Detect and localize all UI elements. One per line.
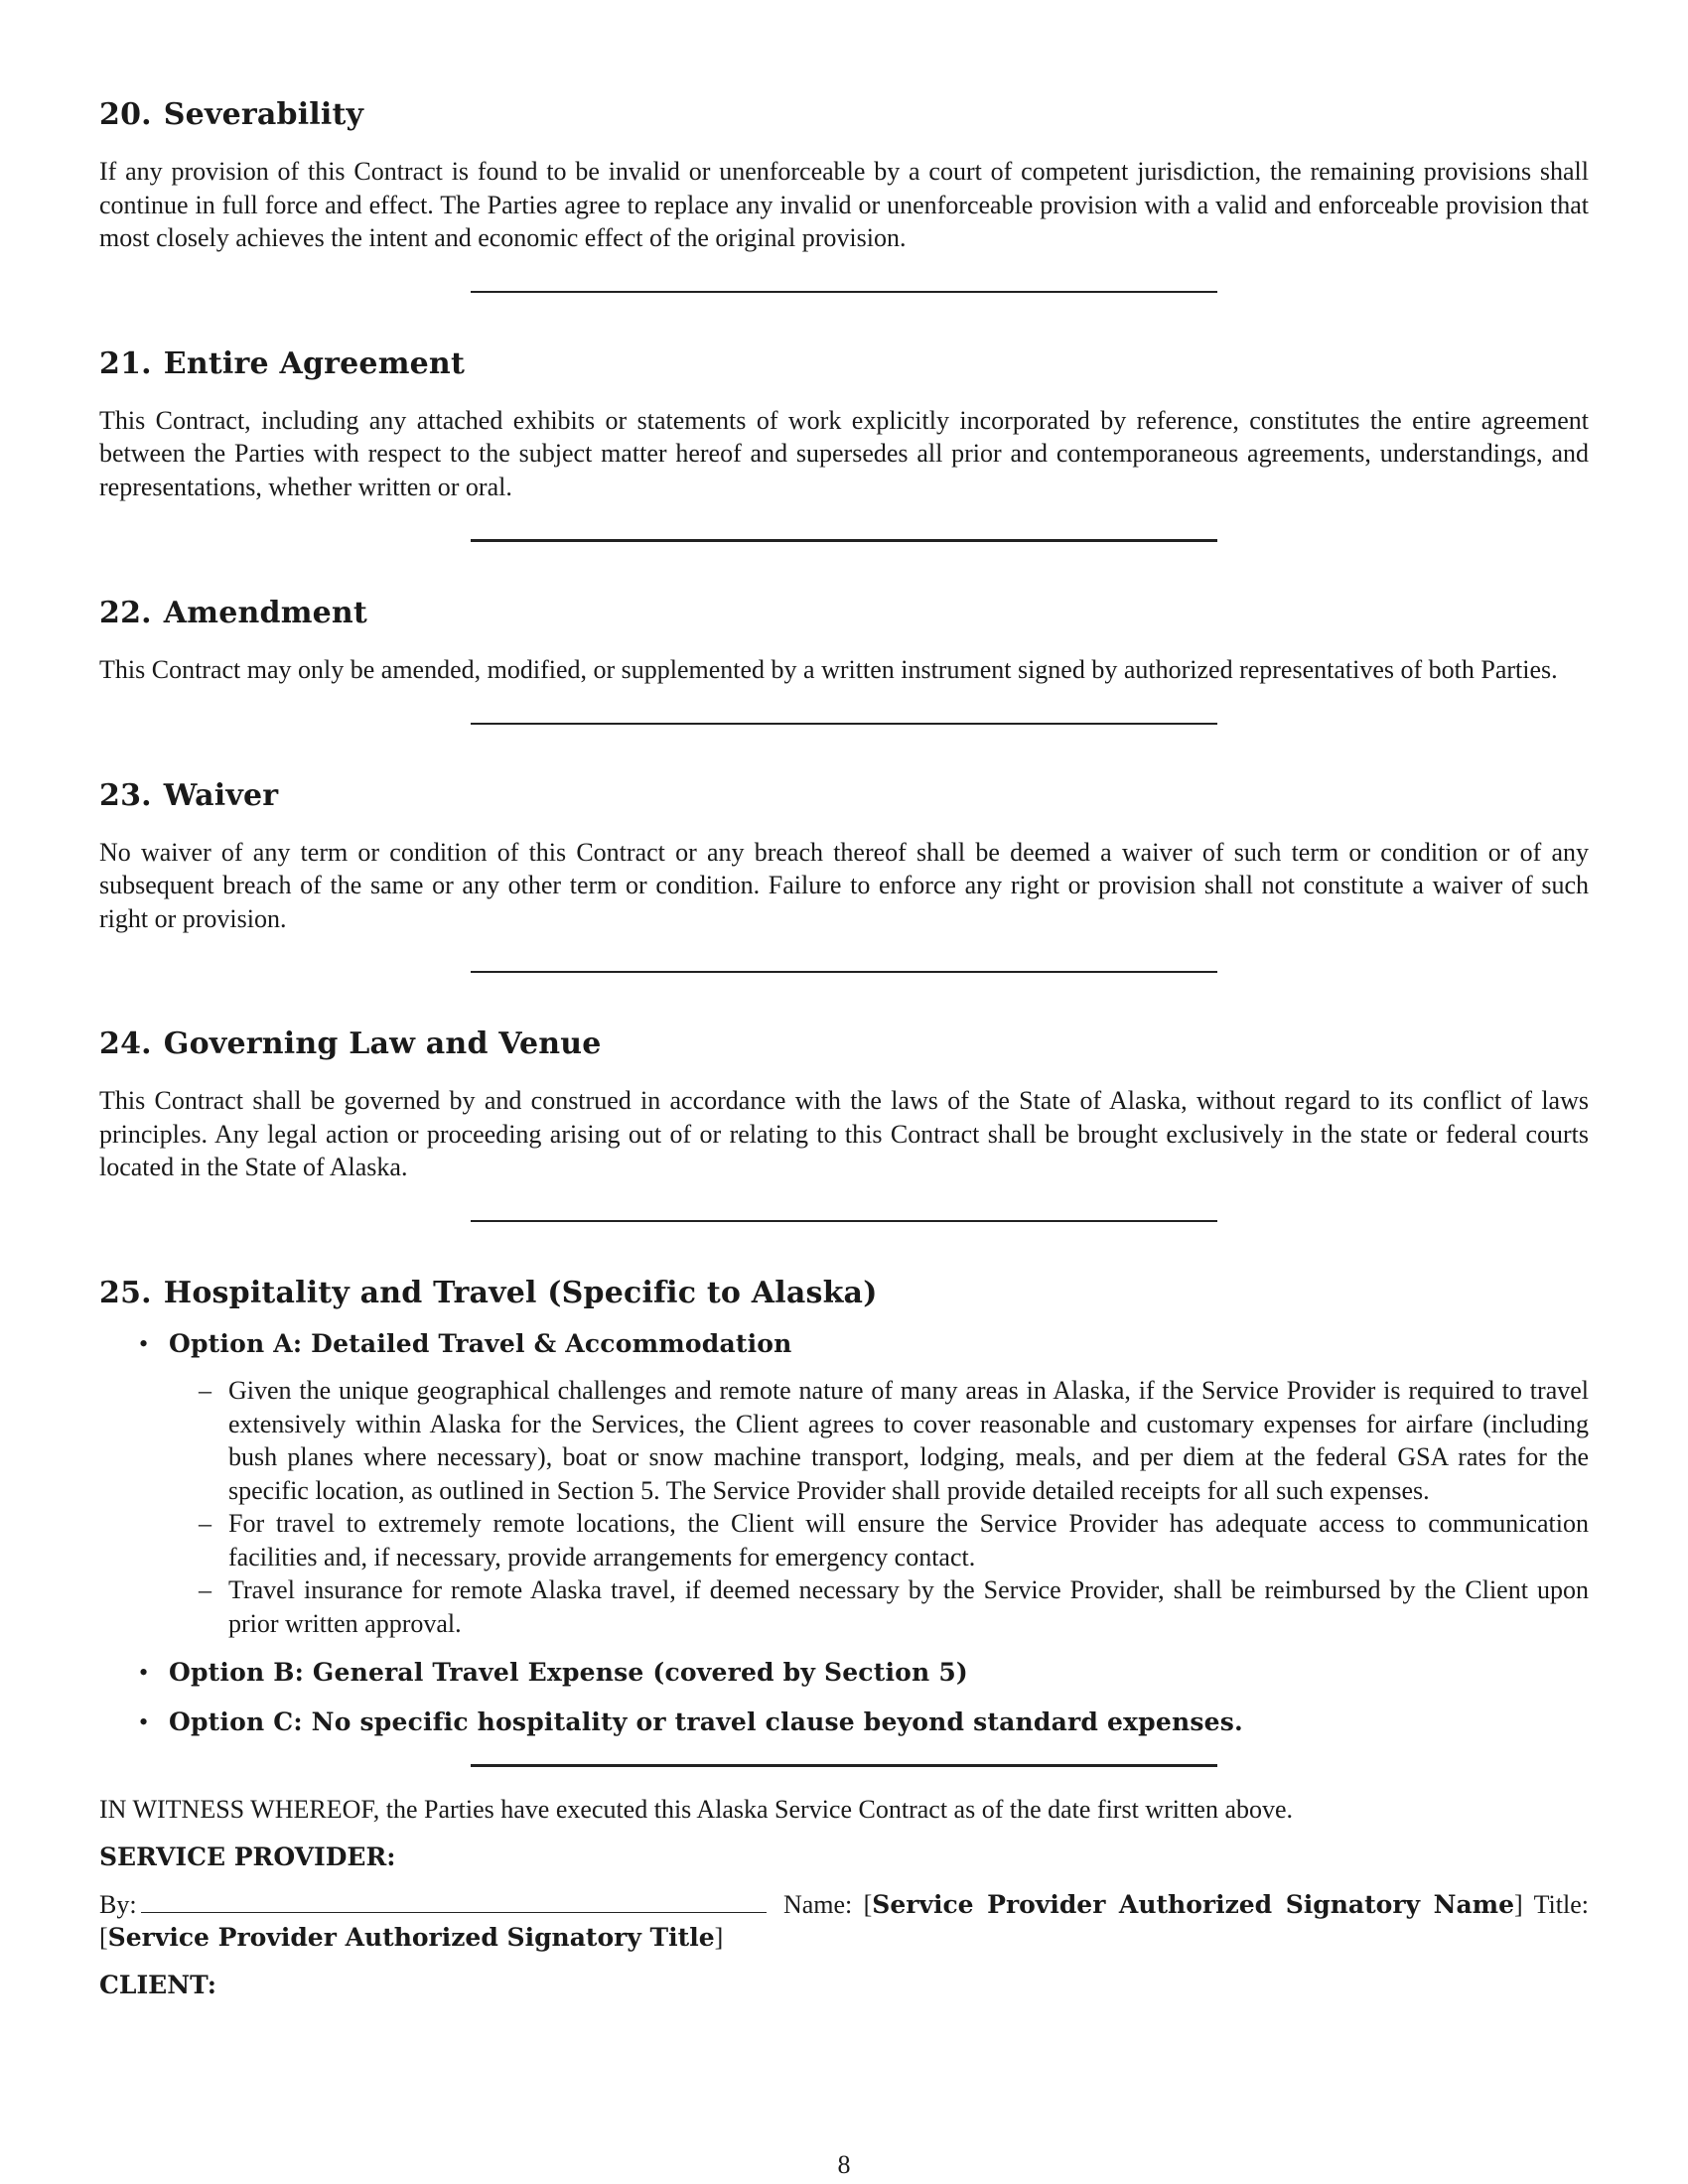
option-label: Option C: No specific hospitality or travel clause beyond standard expenses. [169, 1706, 1243, 1736]
section-title: Governing Law and Venue [163, 1026, 602, 1061]
section-title: Amendment [163, 596, 367, 630]
section-text: If any provision of this Contract is found to be invalid or unenforceable by a court of competent jurisdiction, the remaining provisions shall continue in full force and effect. The Parties agree to replace any invalid or unenforceable provision with a valid and enforceable provision that most closely achieves the intent and economic effect of the original provision. [99, 157, 1589, 252]
signatory-title: Service Provider Authorized Signatory Title [107, 1923, 715, 1952]
section-text: This Contract shall be governed by and construed in accordance with the laws of the State of Alaska, without regard to its conflict of laws principles. Any legal action or proceeding arising out of or relating to this Contract shall be brought exclusively in the state or federal courts located in the State of Alaska. [99, 1086, 1589, 1181]
name-label: Name: [782, 1889, 853, 1919]
service-provider-heading: SERVICE PROVIDER: [99, 1842, 396, 1871]
options-list [99, 1327, 1589, 1739]
section-title: Hospitality and Travel (Specific to Alaska) [163, 1275, 878, 1310]
section-title: Severability [163, 97, 364, 132]
by-label: By: [99, 1889, 137, 1919]
list-item [169, 1573, 1589, 1640]
contract-page [99, 95, 1589, 2016]
section-number: 24. [99, 1026, 152, 1061]
list-item-text: Given the unique geographical challenges and remote nature of many areas in Alaska, if the Service Provider is required to travel extensively within Alaska for the Services, the Client agrees to cover reasonable and customary expenses for airfare (including bush planes where necessary), boat or snow machine transport, lodging, meals, and per diem at the federal GSA rates for the specific location, as outlined in Section 5. The Service Provider shall provide detailed receipts for all such expenses. [228, 1376, 1589, 1505]
list-item [169, 1507, 1589, 1573]
section-number: 23. [99, 777, 152, 813]
client-heading: CLIENT: [99, 1970, 217, 1999]
option-a [99, 1327, 1589, 1641]
signature-line[interactable] [141, 1888, 767, 1913]
list-item-text: Travel insurance for remote Alaska travel, if deemed necessary by the Service Provider, shall be reimbursed by the Client upon prior written approval. [228, 1575, 1589, 1638]
section-number: 22. [99, 596, 152, 630]
section-heading [99, 95, 1589, 135]
section-heading [99, 1024, 1589, 1064]
title-label: Title: [1533, 1889, 1589, 1919]
service-provider-signature-block: By: Name: [Service Provider Authorized Signatory Name] Title: [Service Provider Authorized Signatory Title] [99, 1889, 1589, 1952]
section-25 [99, 1274, 1589, 1739]
section-22 [99, 594, 1589, 687]
section-24 [99, 1024, 1589, 1184]
witness-statement: IN WITNESS WHEREOF, the Parties have executed this Alaska Service Contract as of the date first written above. [99, 1795, 1294, 1824]
option-label: Option B: General Travel Expense (covered by Section 5) [169, 1658, 968, 1687]
dash: – [199, 1376, 211, 1405]
section-heading [99, 344, 1589, 384]
section-text: This Contract may only be amended, modified, or supplemented by a written instrument signed by authorized representatives of both Parties. [99, 655, 1558, 684]
section-title: Waiver [163, 777, 279, 813]
section-divider [471, 1220, 1217, 1222]
list-item [169, 1374, 1589, 1507]
option-a-items [169, 1374, 1589, 1640]
section-heading [99, 776, 1589, 816]
section-20 [99, 95, 1589, 255]
option-label: Option A: Detailed Travel & Accommodation [169, 1328, 792, 1358]
list-item-text: For travel to extremely remote locations, the Client will ensure the Service Provider has adequate access to communication facilities and, if necessary, provide arrangements for emergency contact. [228, 1509, 1589, 1571]
option-c [99, 1706, 1589, 1739]
option-b [99, 1656, 1589, 1690]
section-number: 20. [99, 97, 152, 132]
section-text: This Contract, including any attached exhibits or statements of work explicitly incorporated by reference, constitutes the entire agreement between the Parties with respect to the subject matter hereof and supersedes all prior and contemporaneous agreements, understandings, and representations, whether written or oral. [99, 405, 1589, 501]
signatory-name: Service Provider Authorized Signatory Name [872, 1889, 1515, 1919]
page-number: 8 [837, 2150, 851, 2179]
dash: – [199, 1575, 211, 1604]
dash: – [199, 1509, 211, 1538]
bullet: • [139, 1706, 149, 1736]
bullet: • [139, 1658, 149, 1687]
section-number: 21. [99, 345, 152, 381]
section-divider [471, 291, 1217, 293]
section-heading [99, 1274, 1589, 1313]
section-21 [99, 344, 1589, 504]
section-text: No waiver of any term or condition of this Contract or any breach thereof shall be deemed a waiver of such term or condition or of any subsequent breach of the same or any other term or condition. Failure to enforce any right or provision shall not constitute a waiver of such right or provision. [99, 837, 1589, 933]
section-divider [471, 539, 1217, 542]
section-23 [99, 776, 1589, 936]
section-title: Entire Agreement [163, 345, 465, 381]
section-heading [99, 594, 1589, 633]
section-divider [471, 1764, 1217, 1767]
section-divider [471, 723, 1217, 725]
section-number: 25. [99, 1275, 152, 1310]
bullet: • [139, 1328, 149, 1358]
section-divider [471, 971, 1217, 973]
